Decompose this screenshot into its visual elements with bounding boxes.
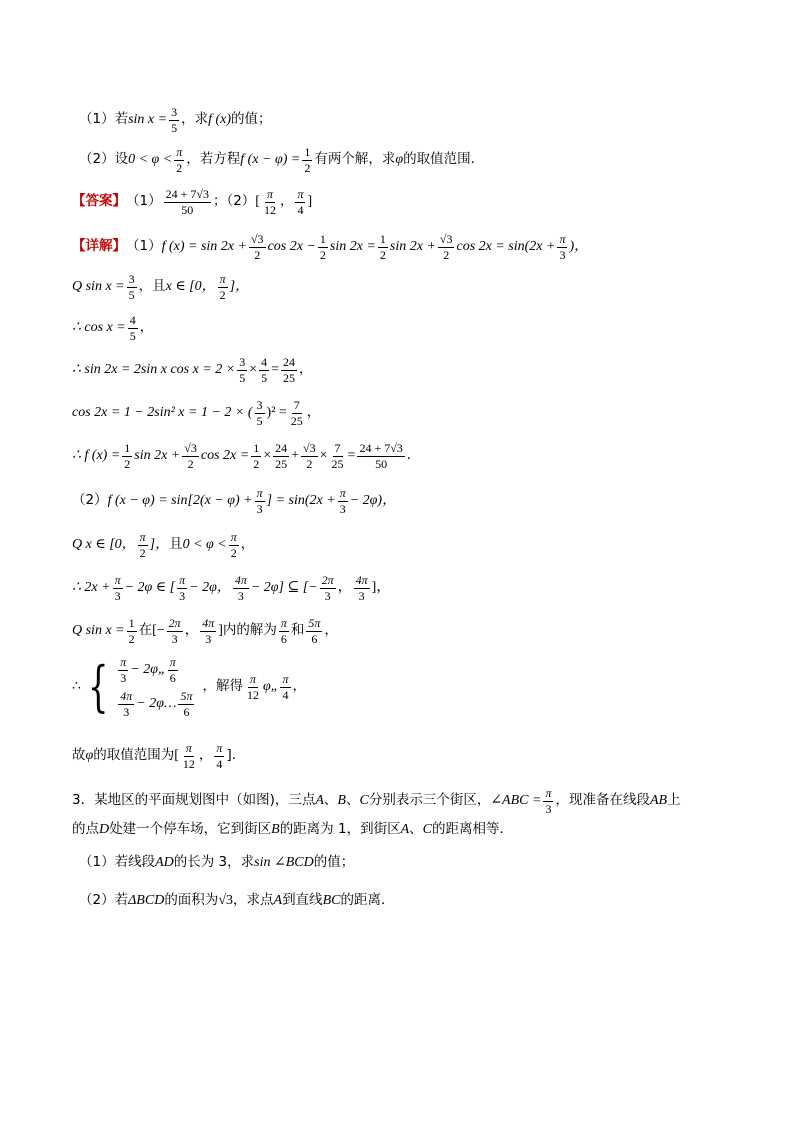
fraction: $\frac{\pi}{6}$ (280, 616, 287, 646)
fraction: $\frac{3}{5}$ (239, 355, 246, 385)
detail-line-10: Q sin x = $\frac{1}{2}$ 在 [− $\frac{2\pi}{3}$ ， $\frac{4\pi}{3}$ ] 内的解为 $\frac{\pi}{6}$ 和 $\frac{5\pi}{6}$ ， (72, 616, 338, 646)
detail-tag: 【详解】 (72, 238, 126, 255)
fraction: $\frac{24 + 7√3}{50}$ (165, 187, 209, 217)
fraction: $\frac{√3}{2}$ (184, 441, 197, 471)
question-3-line-2: 的点 D 处建一个停车场，它到街区 B 的距离为 1，到街区 A 、 C 的距离相等． (72, 821, 513, 838)
fraction: $\frac{3}{5}$ (171, 105, 178, 135)
fraction: $\frac{\pi}{3}$ (339, 486, 346, 516)
fraction: $\frac{\pi}{3}$ (559, 232, 566, 262)
fraction: $\frac{2\pi}{3}$ (321, 573, 334, 603)
question-3-part-1: （1）若线段 AD 的长为 3，求 sin ∠BCD 的值； (79, 854, 355, 871)
left-brace: { (87, 655, 109, 719)
fraction: $\frac{7}{25}$ (331, 441, 344, 471)
question-2-intro: （2） 设 0 < φ < $\frac{\pi}{2}$ ，若方程 f (x − φ) = $\frac{1}{2}$ 有两个解，求 φ 的取值范围． (79, 145, 485, 175)
fraction: $\frac{1}{2}$ (128, 616, 135, 646)
fraction: $\frac{\pi}{4}$ (216, 741, 223, 771)
fraction: $\frac{√3}{2}$ (250, 232, 264, 262)
fraction: $\frac{\pi}{4}$ (297, 187, 304, 217)
fraction: $\frac{\pi}{12}$ (182, 741, 195, 771)
answer-tag: 【答案】 (72, 193, 126, 210)
detail-line-7: （2） f (x − φ) = sin[2(x − φ) + $\frac{\pi}{3}$ ] = sin(2x + $\frac{\pi}{3}$ − 2φ)， (72, 486, 397, 516)
inequality-system: { $\frac{\pi}{3}$ − 2φ„ $\frac{\pi}{6}$ $\frac{4\pi}{3}$ − 2φ… $\frac{5\pi}{6}$ (87, 655, 193, 719)
fraction: $\frac{3}{5}$ (256, 398, 263, 428)
detail-line-1: 【详解】 （1） f (x) = sin 2x + $\frac{√3}{2}$ cos 2x − $\frac{1}{2}$ sin 2x = $\frac{1}{2}$ sin 2x + $\frac{√3}{2}$ cos 2x = sin(2x + $\frac{\pi}{3}$ )， (72, 232, 589, 262)
detail-line-2: Q sin x = $\frac{3}{5}$ ，且 x ∈ [0， $\frac{\pi}{2}$ ]， (72, 272, 250, 302)
fraction: $\frac{4\pi}{3}$ (120, 689, 133, 719)
fraction: $\frac{4\pi}{3}$ (234, 573, 247, 603)
fraction: $\frac{1}{2}$ (379, 232, 386, 262)
fraction: $\frac{\pi}{2}$ (219, 272, 226, 302)
detail-line-6: ∴ f (x) = $\frac{1}{2}$ sin 2x + $\frac{√3}{2}$ cos 2x = $\frac{1}{2}$ × $\frac{24}{25}$ + $\frac{√3}{2}$ × $\frac{7}{25}$ = $\frac{24 + 7√3}{50}$ ． (72, 441, 421, 471)
fraction: $\frac{5\pi}{6}$ (180, 689, 193, 719)
fraction: $\frac{\pi}{3}$ (179, 573, 186, 603)
detail-line-9: ∴ 2x + $\frac{\pi}{3}$ − 2φ ∈ [ $\frac{\pi}{3}$ − 2φ， $\frac{4\pi}{3}$ − 2φ] ⊆ [− $\frac{2\pi}{3}$ ， $\frac{4\pi}{3}$ ]， (72, 573, 391, 603)
fraction: $\frac{24}{25}$ (275, 441, 288, 471)
detail-line-4: ∴ sin 2x = 2sin x cos x = 2 × $\frac{3}{5}$ × $\frac{4}{5}$ = $\frac{24}{25}$ ， (72, 355, 313, 385)
detail-line-12: 故 φ 的取值范围为 [ $\frac{\pi}{12}$ ， $\frac{\pi}{4}$ ]． (72, 741, 246, 771)
fraction: $\frac{1}{2}$ (304, 145, 311, 175)
fraction: $\frac{\pi}{6}$ (169, 655, 176, 685)
fraction: $\frac{5\pi}{6}$ (308, 616, 321, 646)
fraction: $\frac{1}{2}$ (253, 441, 260, 471)
fraction: $\frac{7}{25}$ (290, 398, 303, 428)
fraction: $\frac{\pi}{3}$ (120, 655, 127, 685)
detail-line-5: cos 2x = 1 − 2sin² x = 1 − 2 × ( $\frac{3}{5}$ )² = $\frac{7}{25}$ ， (72, 398, 321, 428)
fraction: $\frac{4}{5}$ (261, 355, 268, 385)
fraction: $\frac{\pi}{2}$ (176, 145, 183, 175)
question-1-intro: （1） 若 sin x = $\frac{3}{5}$ ，求 f (x) 的值； (79, 105, 272, 135)
question-3-part-2: （2）若 ΔBCD 的面积为 √3 ，求点 A 到直线 BC 的距离． (79, 892, 395, 909)
fraction: $\frac{\pi}{2}$ (139, 530, 146, 560)
fraction: $\frac{\pi}{3}$ (256, 486, 263, 516)
question-3-line-1: 3．某地区的平面规划图中（如图)，三点 A 、 B 、 C 分别表示三个街区， ∠ABC = $\frac{\pi}{3}$ ，现准备在线段 AB 上 (72, 786, 681, 816)
fraction: $\frac{\pi}{12}$ (246, 672, 259, 702)
fraction: $\frac{1}{2}$ (319, 232, 326, 262)
fraction: $\frac{24 + 7√3}{50}$ (359, 441, 403, 471)
fraction: $\frac{√3}{2}$ (303, 441, 316, 471)
fraction: $\frac{\pi}{3}$ (545, 786, 552, 816)
detail-line-8: Q x ∈ [0， $\frac{\pi}{2}$ ]， 且 0 < φ < $\frac{\pi}{2}$ ， (72, 530, 255, 560)
fraction: $\frac{√3}{2}$ (439, 232, 453, 262)
fraction: $\frac{\pi}{12}$ (263, 187, 276, 217)
detail-line-3: ∴ cos x = $\frac{4}{5}$ ， (72, 313, 154, 343)
fraction: $\frac{\pi}{2}$ (230, 530, 237, 560)
detail-line-11: ∴ { $\frac{\pi}{3}$ − 2φ„ $\frac{\pi}{6}$ $\frac{4\pi}{3}$ − 2φ… $\frac{5\pi}{6}$ ，解得 $\frac{\pi}{12}$ φ„ $\frac{\pi}{4}$ ， (72, 655, 306, 719)
fraction: $\frac{4\pi}{3}$ (355, 573, 368, 603)
fraction: $\frac{\pi}{4}$ (282, 672, 289, 702)
fraction: $\frac{2\pi}{3}$ (168, 616, 181, 646)
fraction: $\frac{1}{2}$ (124, 441, 131, 471)
fraction: $\frac{\pi}{3}$ (114, 573, 121, 603)
fraction: $\frac{3}{5}$ (128, 272, 135, 302)
fraction: $\frac{4}{5}$ (129, 313, 136, 343)
fraction: $\frac{4\pi}{3}$ (202, 616, 215, 646)
answer-line: 【答案】 （1） $\frac{24 + 7√3}{50}$ ；（2） [ $\frac{\pi}{12}$ ， $\frac{\pi}{4}$ ] (72, 187, 313, 217)
fraction: $\frac{24}{25}$ (283, 355, 296, 385)
